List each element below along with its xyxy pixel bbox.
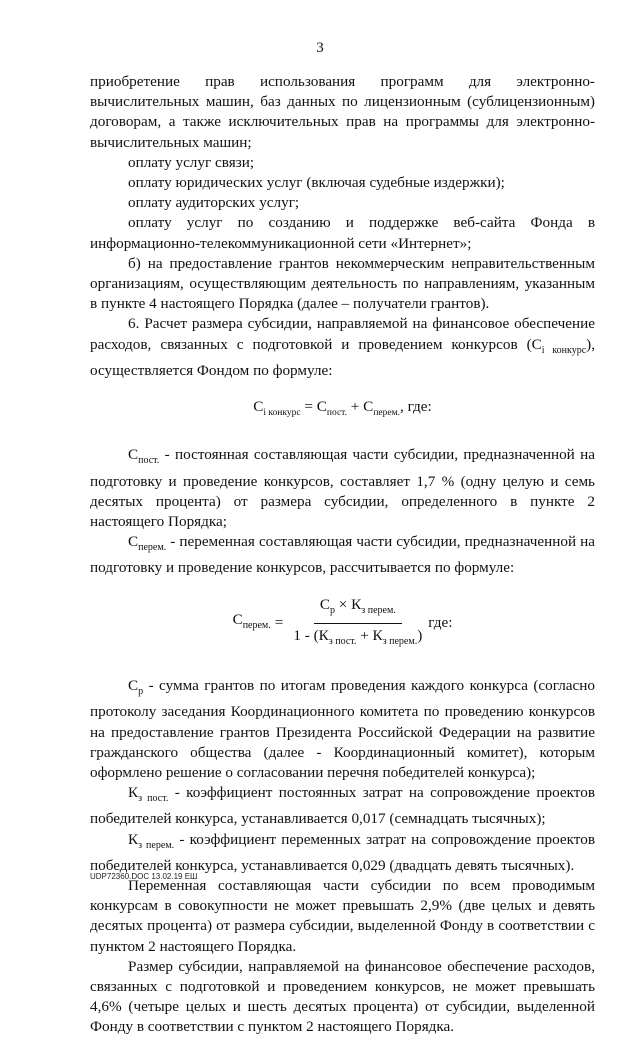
c-perem-subscript: перем. [138, 542, 167, 554]
kz-perem-text: - коэффициент переменных затрат на сопровождение проектов победителей конкурса, устанавливается 0,029 (двадцать девять тысячных). [90, 830, 595, 874]
cp-subscript: р [138, 686, 144, 698]
paragraph-kz-post [90, 783, 595, 829]
c-post-text: - постоянная составляющая части субсидии, предназначенной на подготовку и проведение конкурсов, составляет 1,7 % (одну целую и семь десятых процента) от размера субсидии, определенного в пункте 2 настоящего Порядка; [90, 446, 595, 530]
kz-post-symbol: К [128, 784, 139, 802]
formula-c-perem [90, 595, 595, 652]
formula2-lhs [233, 610, 271, 636]
document-footer: UDP72360.DOC 13.02.19 ЕШ [90, 872, 198, 881]
section-6-cont: осуществляется Фондом по формуле: [90, 361, 333, 379]
paragraph-website: оплату услуг по созданию и поддержке веб-сайта Фонда в информационно-телекоммуникационной сети «Интернет»; [90, 214, 595, 252]
page-number: 3 [316, 40, 324, 56]
cp-text: - сумма грантов по итогам проведения каждого конкурса (согласно протоколу заседания Координационного комитета по проведению конкурсов на предоставление грантов Президента Российской Федерации на развитие гражданского общества (далее - Координационный комитет), которым оформлено решение о согласовании перечня победителей конкурса); [90, 677, 595, 781]
formula1-lhs-sub: i конкурс [263, 408, 301, 419]
section-6-subscript: i конкурс [541, 344, 587, 356]
formula2-fraction [293, 595, 422, 652]
paragraph-communications: оплату услуг связи; [128, 153, 255, 171]
document-body [90, 72, 595, 1038]
formula1-t2: С [363, 398, 374, 416]
paragraph-total-limit: Размер субсидии, направляемой на финансовое обеспечение расходов, связанных с подготовкой и проведением конкурсов, не может превышать 4,6% (четыре целых и шесть десятых процента) от субсидии, выделенной Фонду в соответствии с пунктом 2 настоящего Порядка. [90, 957, 595, 1036]
den-plus: + К [356, 626, 383, 644]
formula2-lhs-sub: перем. [242, 620, 271, 632]
paragraph-cp [90, 676, 595, 783]
formula1-t2-sub: перем. [373, 408, 400, 419]
c-post-subscript: пост. [138, 455, 160, 467]
paragraph-grants: б) на предоставление грантов некоммерческим неправительственным организациям, осуществляющим деятельность по направлениям, указанным в пункте 4 настоящего Порядка (далее – получатели грантов). [90, 254, 595, 313]
kz-perem-subscript: з перем. [138, 839, 175, 851]
formula-c-konkurs [90, 397, 595, 423]
paragraph-audit-services: оплату аудиторских услуг; [128, 194, 300, 212]
num-times: × [338, 595, 348, 613]
num-b-sub: з перем. [361, 604, 396, 616]
c-perem-symbol: С [128, 533, 139, 551]
cp-symbol: С [128, 677, 139, 695]
c-post-symbol: С [128, 446, 139, 464]
kz-post-subscript: з пост. [138, 793, 169, 805]
formula2-numerator [314, 595, 402, 624]
num-a-sub: р [329, 604, 335, 616]
formula1-lhs: С [253, 398, 264, 416]
section-6-tail: ), [586, 335, 595, 353]
formula1-t1: С [316, 398, 327, 416]
kz-perem-symbol: К [128, 830, 139, 848]
paragraph-software-rights: приобретение прав использования программ для электронно-вычислительных машин, баз данных по лицензионным (сублицензионным) договорам, а также исключительных прав на программы для электронно-вычислительных машин; [90, 73, 595, 151]
formula1-eq: = [304, 398, 313, 416]
den-pre: 1 - (К [293, 626, 329, 644]
den-sub2: з перем. [382, 635, 418, 647]
paragraph-c-post [90, 445, 595, 532]
formula1-t1-sub: пост. [326, 408, 347, 419]
formula2-denominator [293, 624, 422, 652]
section-6-text: 6. Расчет размера субсидии, направляемой на финансовое обеспечение расходов, связанных с подготовкой и проведением конкурсов (С [90, 315, 595, 353]
paragraph-kz-perem [90, 830, 595, 876]
den-sub1: з пост. [328, 635, 357, 647]
formula1-tail: , где: [399, 398, 432, 416]
den-post: ) [417, 626, 423, 644]
paragraph-section-6 [90, 314, 595, 381]
formula2-eq: = [274, 614, 284, 632]
num-a: С [319, 595, 330, 613]
formula2-lhs-sym: С [232, 611, 243, 629]
paragraph-perem-limit: Переменная составляющая части субсидии по всем проводимым конкурсам в совокупности не может превышать 2,9% (две целых и девять десятых процента) от размера субсидии, выделенной Фонду в соответствии с пунктом 2 настоящего Порядка. [90, 876, 595, 955]
formula2-tail: где: [428, 614, 453, 632]
formula1-plus: + [350, 398, 360, 416]
c-perem-text: - переменная составляющая части субсидии, предназначенной на подготовку и проведение конкурсов, рассчитывается по формуле: [90, 533, 595, 577]
paragraph-c-perem [90, 532, 595, 578]
num-b: К [351, 595, 362, 613]
paragraph-legal-services: оплату юридических услуг (включая судебные издержки); [128, 174, 505, 192]
kz-post-text: - коэффициент постоянных затрат на сопровождение проектов победителей конкурса, устанавливается 0,017 (семнадцать тысячных); [90, 784, 596, 828]
